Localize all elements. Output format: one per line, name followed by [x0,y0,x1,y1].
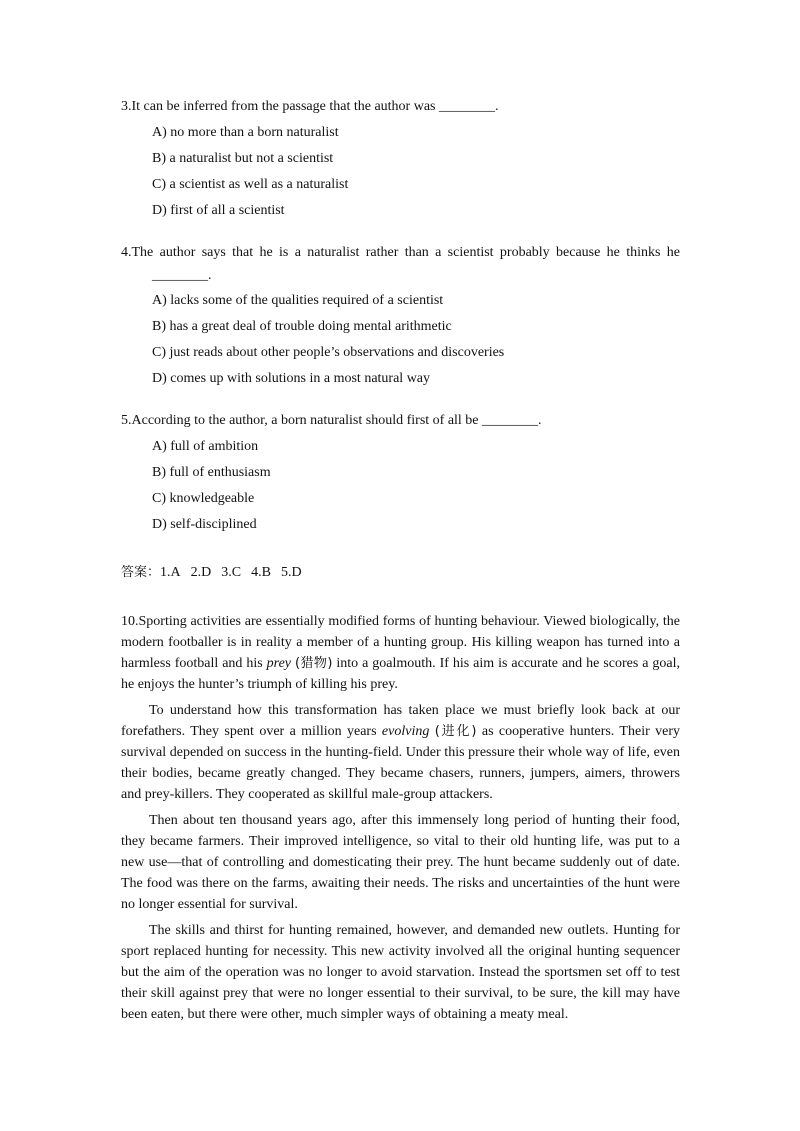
answer-item: 3.C [221,565,242,580]
answer-item: 5.D [280,565,302,580]
question-3-stem: 3.It can be inferred from the passage that the author was ________. [121,99,499,114]
answer-item: 1.A [160,565,181,580]
glossed-word-prey: prey [266,656,292,671]
passage-text: The skills and thirst for hunting remained, however, and demanded new outlets. Hunting for sport replaced hunting for necessity. This new activity involved all the original hunting sequencer but the aim of the operation was no longer to avoid starvation. Instead the sportsmen set off to test their skill against prey that were no longer essential to their survival, to be sure, the kill may have been eaten, but there were other, much simpler ways of obtaining a meaty meal. [121,923,680,1022]
question-4-stem-line-2: ________. [152,268,212,283]
question-5-option-b: B) full of enthusiasm [152,465,271,480]
passage-text: Then about ten thousand years ago, after this immensely long period of hunting their food, they became farmers. Their improved intelligence, so vital to their old hunting life, was put to a new use—that of controlling and domesticating their prey. The hunt became suddenly out of date. The food was there on the farms, awaiting their needs. The risks and uncertainties of the hunt were no longer essential for survival. [121,813,680,912]
question-5-option-a: A) full of ambition [152,439,259,454]
answer-key [121,563,312,583]
question-5-stem: 5.According to the author, a born naturalist should first of all be ________. [121,413,542,428]
passage-text: into a goalmouth. If his aim is accurate and he scores a goal, he enjoys the hunter’s triumph of killing his prey. [121,656,680,692]
question-5-option-d: D) self-disciplined [152,517,257,532]
passage-text: To understand how this transformation has taken place we must briefly look back at our forefathers. They spent over a million years [121,703,680,739]
passage-paragraph-1 [121,611,680,695]
passage-paragraph-4 [121,920,680,1025]
question-3-option-d: D) first of all a scientist [152,203,285,218]
passage-paragraph-3 [121,810,680,915]
gloss-evolving: (进化) [434,724,477,739]
question-3-option-a: A) no more than a born naturalist [152,125,339,140]
question-4-option-d: D) comes up with solutions in a most natural way [152,371,431,386]
question-3-option-b: B) a naturalist but not a scientist [152,151,334,166]
gloss-prey: (猎物) [294,656,333,671]
answer-key-label: 答案： [121,565,161,580]
question-4-option-b: B) has a great deal of trouble doing mental arithmetic [152,319,452,334]
passage-text: 10.Sporting activities are essentially modified forms of hunting behaviour. Viewed biologically, the modern footballer is in reality a member of a hunting group. His killing weapon has turned into a harmless football and his [121,614,680,671]
glossed-word-evolving: evolving [381,724,430,739]
answer-item: 4.B [251,565,271,580]
answer-item: 2.D [190,565,212,580]
question-4-stem-line-1: 4.The author says that he is a naturalist rather than a scientist probably because he thinks he [121,245,680,260]
question-4-option-a: A) lacks some of the qualities required of a scientist [152,293,444,308]
passage-paragraph-2 [121,700,680,805]
question-5-option-c: C) knowledgeable [152,491,255,506]
question-4-option-c: C) just reads about other people’s observations and discoveries [152,345,505,360]
passage-text: as cooperative hunters. Their very survival depended on success in the hunting-field. Under this pressure their whole way of life, even their bodies, became greatly changed. They became chasers, runners, jumpers, aimers, throwers and prey-killers. They cooperated as skillful male-group attackers. [121,724,680,802]
question-3-option-c: C) a scientist as well as a naturalist [152,177,349,192]
